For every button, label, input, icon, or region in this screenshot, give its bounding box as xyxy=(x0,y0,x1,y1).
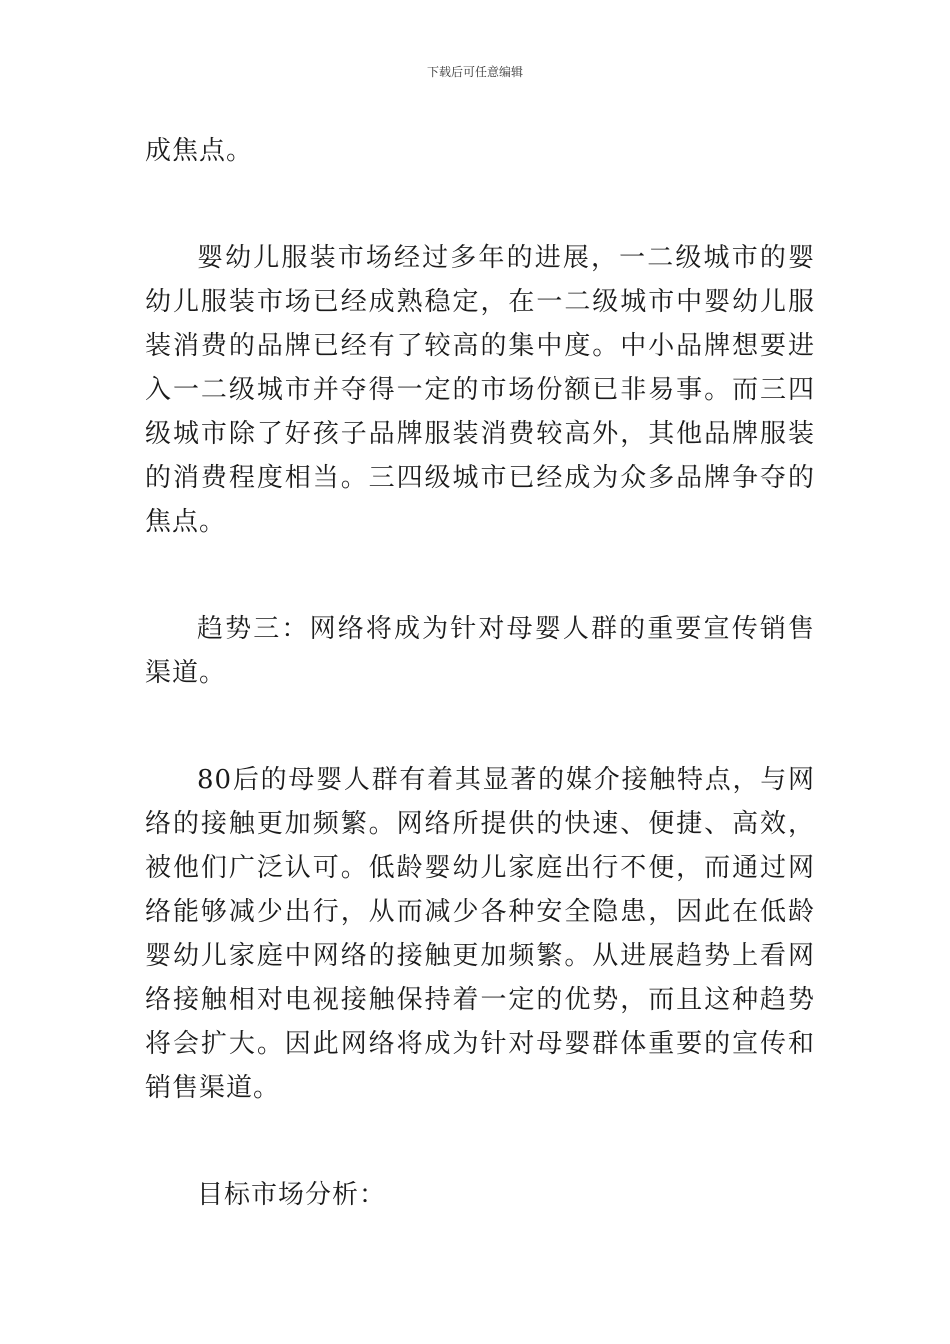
paragraph-continuation: 成焦点。 xyxy=(145,136,254,166)
paragraph-market-overview: 婴幼儿服装市场经过多年的进展，一二级城市的婴幼儿服装市场已经成熟稳定，在一二级城市中婴幼儿服装消费的品牌已经有了较高的集中度。中小品牌想要进入一二级城市并夺得一定的市场份额已非易事。而三四级城市除了好孩子品牌服装消费较高外，其他品牌服装的消费程度相当。三四级城市已经成为众多品牌争夺的焦点。 xyxy=(145,243,815,537)
paragraph-online-media: 80后的母婴人群有着其显著的媒介接触特点，与网络的接触更加频繁。网络所提供的快速、便捷、高效，被他们广泛认可。低龄婴幼儿家庭出行不便，而通过网络能够减少出行，从而减少各种安全隐患，因此在低龄婴幼儿家庭中网络的接触更加频繁。从进展趋势上看网络接触相对电视接触保持着一定的优势，而且这种趋势将会扩大。因此网络将成为针对母婴群体重要的宣传和销售渠道。 xyxy=(145,765,815,1103)
document-body xyxy=(145,129,815,1217)
paragraph-target-market-heading: 目标市场分析： xyxy=(197,1180,387,1210)
page-header: 下载后可任意编辑 xyxy=(426,65,523,79)
paragraph-trend-three-heading: 趋势三：网络将成为针对母婴人群的重要宣传销售渠道。 xyxy=(145,614,815,688)
